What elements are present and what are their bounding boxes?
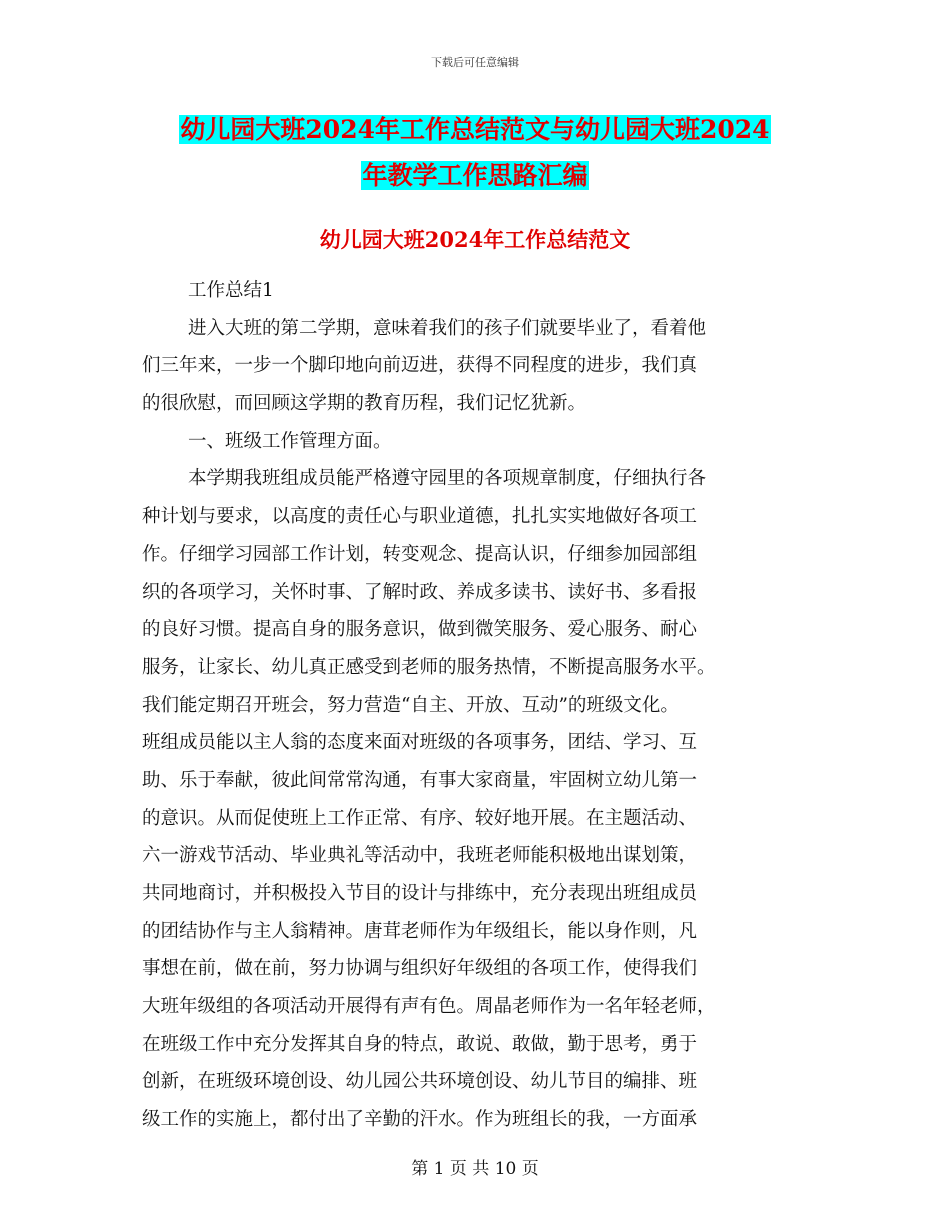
- body-text: [142, 272, 812, 1139]
- page-number-footer: 第 1 页 共 10 页: [411, 1159, 539, 1179]
- paragraph-line: 级工作的实施上，都付出了辛勤的汗水。作为班组长的我，一方面承: [142, 1109, 698, 1131]
- paragraph-line: 班组成员能以主人翁的态度来面对班级的各项事务，团结、学习、互: [142, 732, 698, 754]
- paragraph-line: 助、乐于奉献，彼此间常常沟通，有事大家商量，牢固树立幼儿第一: [142, 769, 698, 791]
- paragraph-line: 共同地商讨，并积极投入节目的设计与排练中，充分表现出班组成员: [142, 883, 698, 904]
- main-title-line-2: [0, 156, 950, 192]
- main-title-text-1: 幼儿园大班2024年工作总结范文与幼儿园大班2024: [180, 115, 770, 144]
- section-label: 工作总结1: [188, 280, 274, 301]
- section-title: 幼儿园大班2024年工作总结范文: [319, 227, 631, 252]
- paragraph-line: 创新，在班级环境创设、幼儿园公共环境创设、幼儿节目的编排、班: [142, 1071, 698, 1093]
- paragraph-line: 在班级工作中充分发挥其自身的特点，敢说、敢做，勤于思考，勇于: [142, 1033, 698, 1055]
- paragraph-line: 的团结协作与主人翁精神。唐茸老师作为年级组长，能以身作则，凡: [142, 920, 698, 942]
- paragraph-line: 进入大班的第二学期，意味着我们的孩子们就要毕业了，看着他: [188, 317, 707, 339]
- paragraph-line: 本学期我班组成员能严格遵守园里的各项规章制度，仔细执行各: [188, 468, 707, 490]
- paragraph-line: 事想在前，做在前，努力协调与组织好年级组的各项工作，使得我们: [142, 958, 698, 980]
- main-title-line-1: [0, 110, 950, 146]
- main-title-text-2: 年教学工作思路汇编: [362, 161, 588, 190]
- paragraph-line: 大班年级组的各项活动开展得有声有色。周晶老师作为一名年轻老师，: [142, 996, 716, 1018]
- paragraph-line: 种计划与要求，以高度的责任心与职业道德，扎扎实实地做好各项工: [142, 506, 698, 528]
- paragraph-line: 服务，让家长、幼儿真正感受到老师的服务热情，不断提高服务水平。: [142, 656, 716, 678]
- header-note: 下载后可任意编辑: [431, 56, 519, 69]
- section-heading: 一、班级工作管理方面。: [188, 430, 392, 452]
- paragraph-line: 们三年来，一步一个脚印地向前迈进，获得不同程度的进步，我们真: [142, 355, 698, 377]
- paragraph-line: 我们能定期召开班会，努力营造“自主、开放、互动”的班级文化。: [142, 694, 679, 716]
- paragraph-line: 六一游戏节活动、毕业典礼等活动中，我班老师能积极地出谋划策，: [142, 845, 698, 867]
- paragraph-line: 作。仔细学习园部工作计划，转变观念、提高认识，仔细参加园部组: [142, 543, 698, 565]
- paragraph-line: 的很欣慰，而回顾这学期的教育历程，我们记忆犹新。: [142, 393, 587, 415]
- paragraph-line: 的意识。从而促使班上工作正常、有序、较好地开展。在主题活动、: [142, 807, 698, 829]
- paragraph-line: 的良好习惯。提高自身的服务意识，做到微笑服务、爱心服务、耐心: [142, 619, 698, 641]
- paragraph-line: 织的各项学习，关怀时事、了解时政、养成多读书、读好书、多看报: [142, 581, 698, 603]
